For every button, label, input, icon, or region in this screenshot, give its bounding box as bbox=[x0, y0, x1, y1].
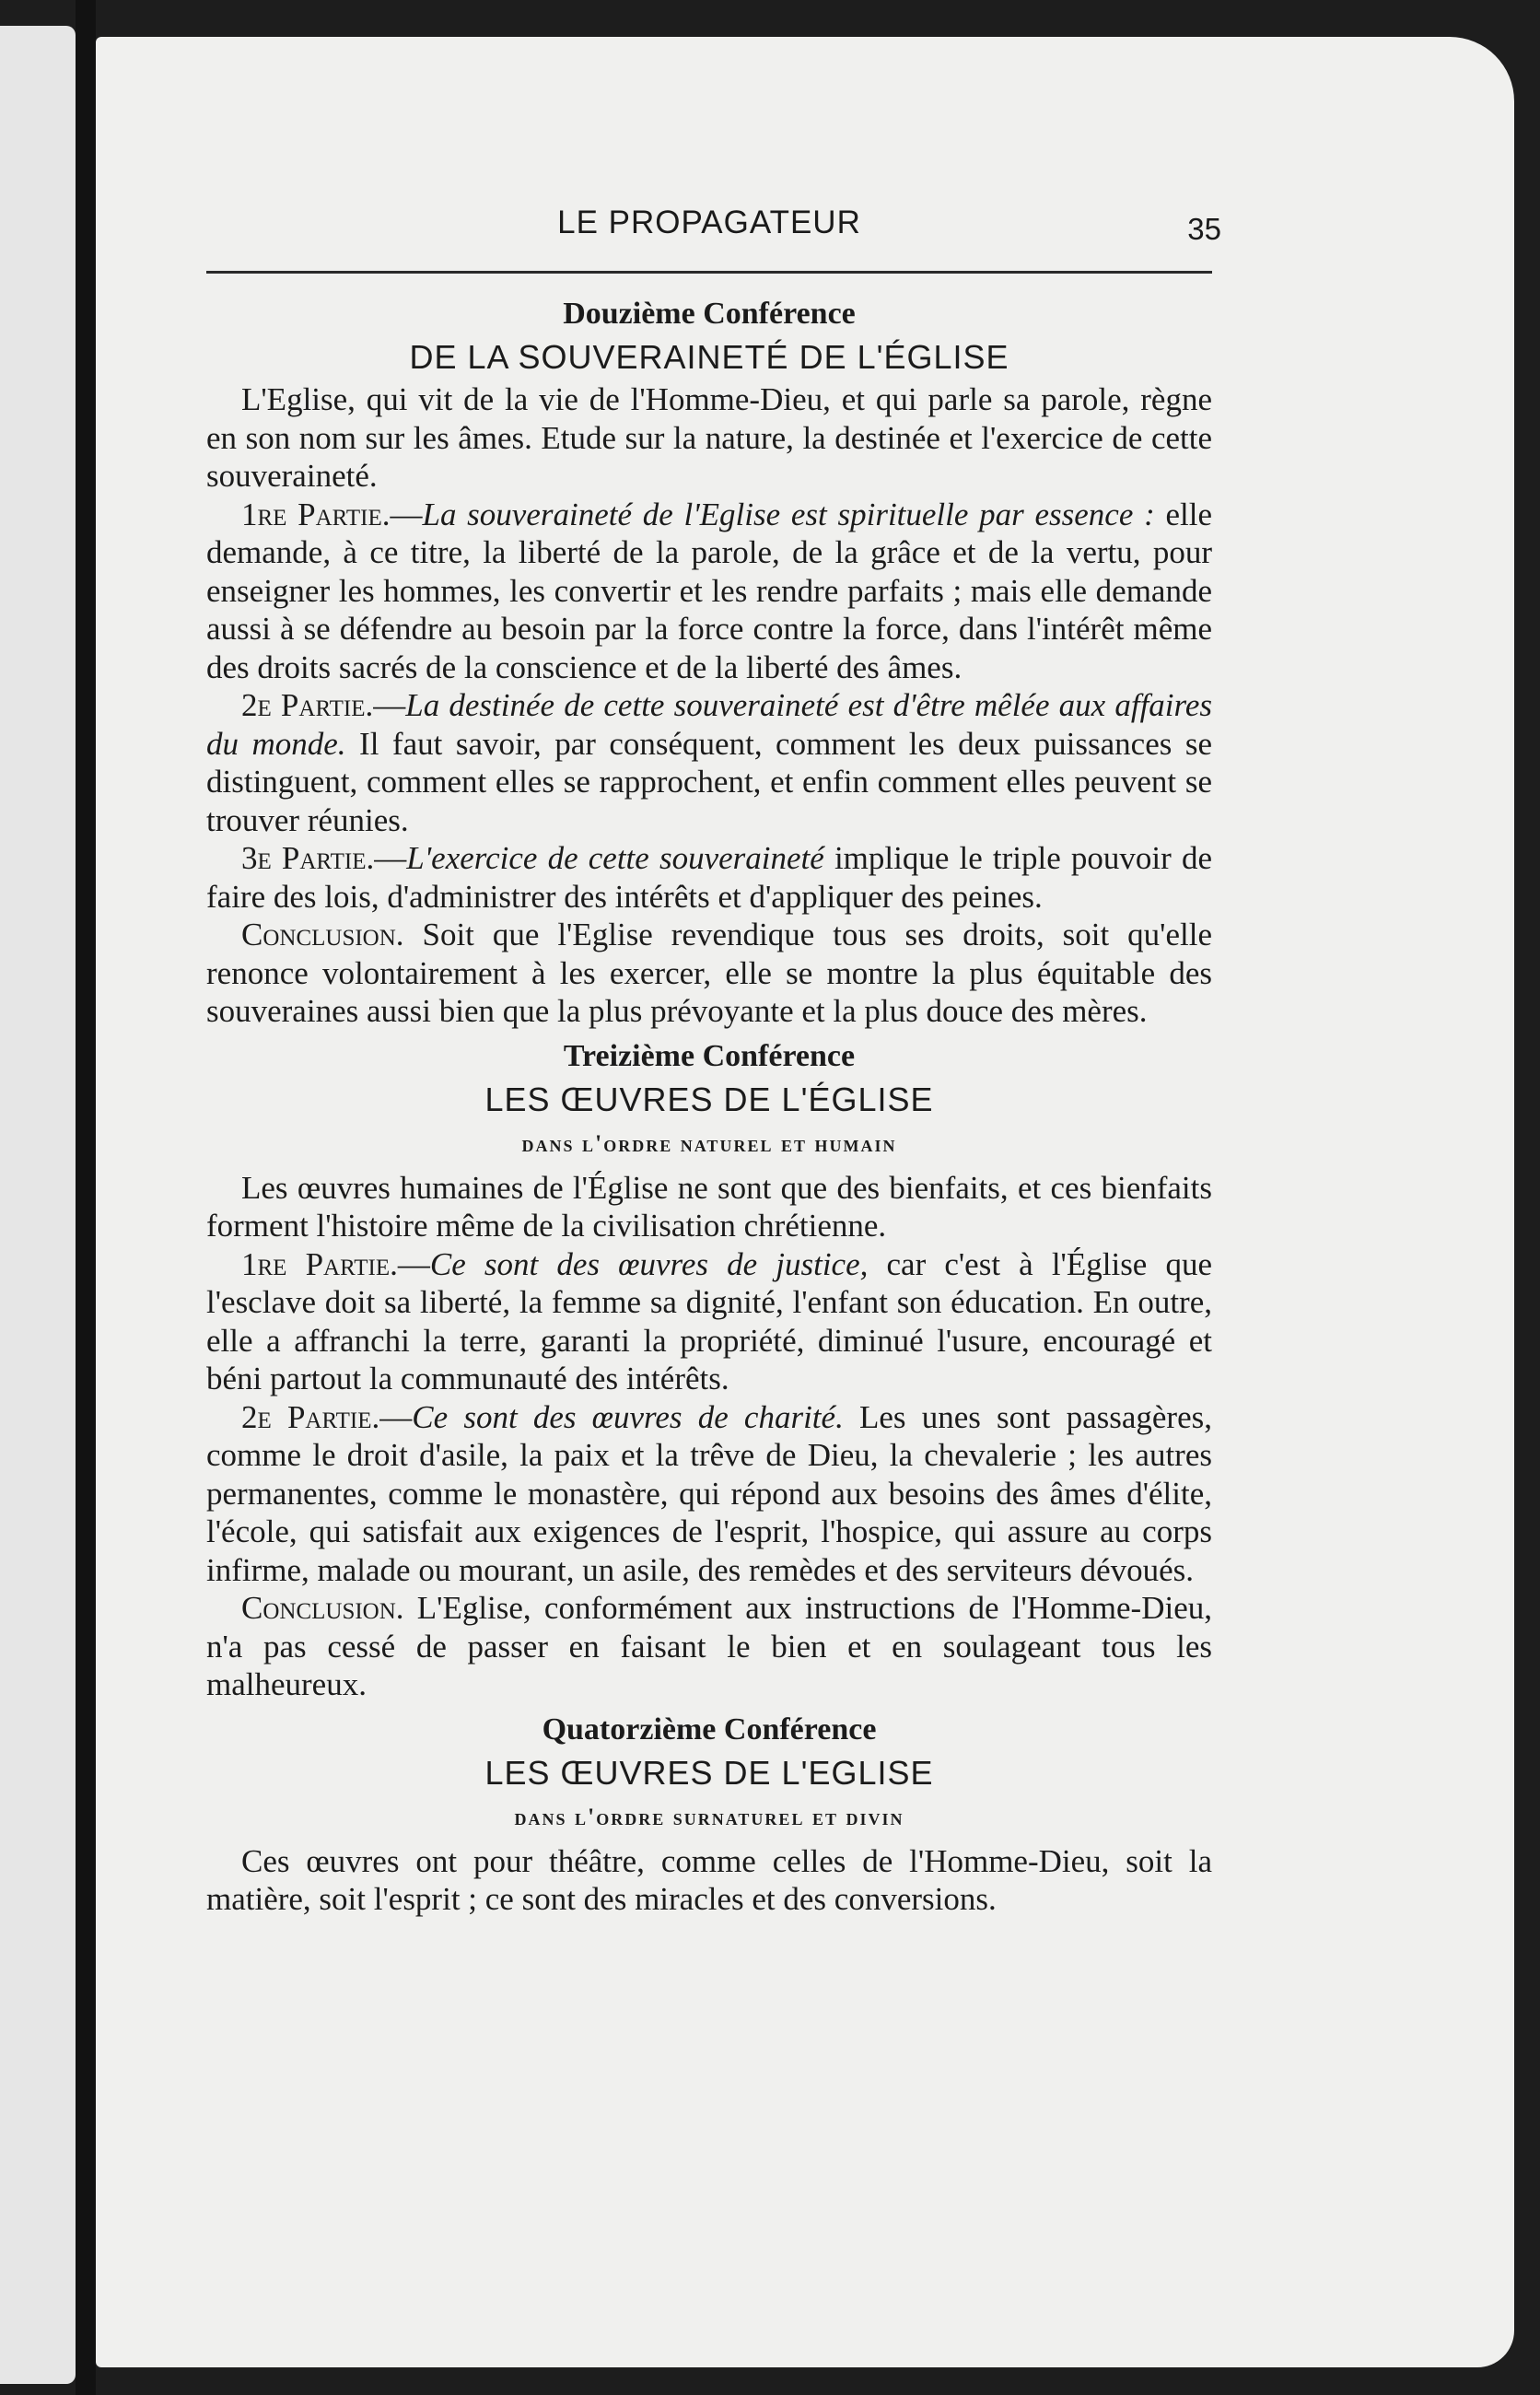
conference-section bbox=[206, 1710, 1212, 1919]
paragraph bbox=[206, 1589, 1212, 1704]
book-page bbox=[96, 37, 1514, 2367]
paragraph-text: elle demande, à ce titre, la liberté de la parole, de la grâce et de la vertu, pour enseigner les hommes, les convertir et les rendre parfaits ; mais elle demande aussi à se défendre au besoin par la force contre la force, dans l'intérêt même des droits sacrés de la conscience et de la liberté des âmes. bbox=[206, 496, 1212, 685]
paragraph-italic: Ce sont des œuvres de charité. bbox=[412, 1398, 844, 1435]
paragraph-text: Il faut savoir, par conséquent, comment les deux puissances se distinguent, comment elles se rapprochent, et enfin comment elles peuvent se trouver réunies. bbox=[206, 725, 1213, 838]
paragraph-text: Les unes sont passagères, comme le droit d'asile, la paix et la trêve de Dieu, la chevalerie ; les autres permanentes, comme le monastère, qui répond aux besoins des âmes d'élite, l'école, qui satisfait aux exigences de l'esprit, l'hospice, qui assure au corps infirme, malade ou mourant, un asile, des remèdes et des serviteurs dévoués. bbox=[206, 1398, 1212, 1588]
paragraph-italic: La destinée de cette souveraineté est d'être mêlée aux affaires du monde. bbox=[206, 687, 1212, 762]
paragraph-italic: Ce sont des œuvres de justice, bbox=[429, 1245, 869, 1282]
page-number: 35 bbox=[1187, 212, 1221, 246]
paragraph-text: Soit que l'Eglise revendique tous ses droits, soit qu'elle renonce volontairement à les exercer, elle se montre la plus équitable des souveraines aussi bien que la plus prévoyante et la plus douce des mères. bbox=[206, 917, 1212, 1029]
conference-subtitle: DE LA SOUVERAINETÉ DE L'ÉGLISE bbox=[409, 338, 1009, 376]
paragraph-lead: 1re Partie.— bbox=[241, 496, 423, 532]
page-content bbox=[206, 204, 1221, 1919]
conference-subsubtitle: dans l'ordre surnaturel et divin bbox=[514, 1803, 904, 1830]
running-head bbox=[206, 204, 1221, 256]
paragraph bbox=[206, 380, 1212, 496]
conference-subtitle: LES ŒUVRES DE L'EGLISE bbox=[484, 1753, 934, 1792]
conference-subsubtitle: dans l'ordre naturel et humain bbox=[521, 1129, 897, 1157]
paragraph-text: Ces œuvres ont pour théâtre, comme celles de l'Homme-Dieu, soit la matière, soit l'esprit ; ce sont des miracles et des conversions. bbox=[206, 1842, 1212, 1917]
paragraph-italic: L'exercice de cette souveraineté bbox=[406, 840, 824, 876]
paragraph bbox=[206, 1245, 1212, 1398]
conference-subtitle: LES ŒUVRES DE L'ÉGLISE bbox=[484, 1080, 934, 1118]
paragraph-lead: 1re Partie.— bbox=[241, 1245, 430, 1282]
paragraph-lead: Conclusion. bbox=[241, 917, 404, 952]
paragraph-text: Les œuvres humaines de l'Église ne sont que des bienfaits, et ces bienfaits forment l'histoire même de la civilisation chrétienne. bbox=[206, 1169, 1212, 1244]
conference-section bbox=[206, 294, 1212, 1031]
paragraph bbox=[206, 839, 1212, 916]
paragraph-text: L'Eglise, qui vit de la vie de l'Homme-Dieu, et qui parle sa parole, règne en son nom sur les âmes. Etude sur la nature, la destinée et l'exercice de cette souveraineté. bbox=[206, 381, 1212, 494]
paragraph bbox=[206, 1169, 1212, 1245]
paragraph-lead: 2e Partie.— bbox=[241, 1398, 413, 1435]
header-rule bbox=[206, 271, 1212, 274]
paragraph-text: implique le triple pouvoir de faire des lois, d'administrer des intérêts et d'appliquer des peines. bbox=[206, 840, 1212, 915]
conference-title: Treizième Conférence bbox=[563, 1038, 856, 1073]
paragraph-lead: 2e Partie.— bbox=[241, 687, 406, 723]
conference-title: Douzième Conférence bbox=[563, 297, 856, 331]
paragraph-text: L'Eglise, conformément aux instructions de l'Homme-Dieu, n'a pas cessé de passer en faisant le bien et en soulageant tous les malheureux. bbox=[206, 1590, 1212, 1702]
paragraph bbox=[206, 1842, 1212, 1919]
paragraph bbox=[206, 1398, 1212, 1590]
paragraph-lead: 3e Partie.— bbox=[241, 840, 407, 876]
paragraph bbox=[206, 686, 1212, 839]
paragraph-text: car c'est à l'Église que l'esclave doit sa liberté, la femme sa dignité, l'enfant son éducation. En outre, elle a affranchi la terre, garanti la propriété, diminué l'usure, encouragé et béni partout la communauté des intérêts. bbox=[206, 1245, 1212, 1396]
book-spine bbox=[76, 0, 96, 2395]
conference-title: Quatorzième Conférence bbox=[542, 1712, 877, 1747]
paragraph bbox=[206, 916, 1212, 1031]
paragraph-italic: La souveraineté de l'Eglise est spirituelle par essence : bbox=[422, 496, 1155, 532]
paragraph bbox=[206, 496, 1212, 687]
running-title: LE PROPAGATEUR bbox=[557, 204, 861, 240]
previous-page-edge bbox=[0, 26, 76, 2384]
conference-section bbox=[206, 1036, 1212, 1704]
paragraph-lead: Conclusion. bbox=[241, 1590, 404, 1626]
